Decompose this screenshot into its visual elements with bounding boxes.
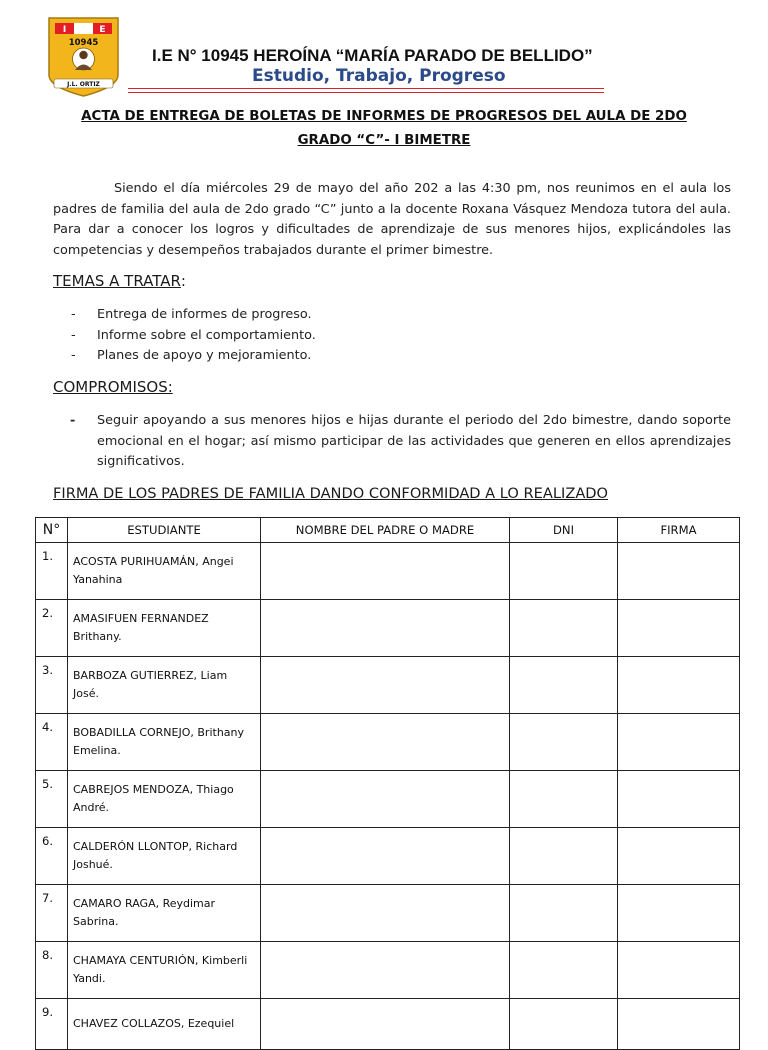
row-number: 8.	[36, 942, 68, 999]
column-header-signature: FIRMA	[618, 518, 740, 543]
row-number: 3.	[36, 657, 68, 714]
signature-cell[interactable]	[618, 999, 740, 1050]
dni-cell[interactable]	[510, 657, 618, 714]
table-row	[36, 885, 740, 942]
row-number: 2.	[36, 600, 68, 657]
student-name: CHAMAYA CENTURIÓN, Kimberli Yandi.	[68, 942, 261, 999]
topic-text: Informe sobre el comportamiento.	[97, 327, 316, 343]
dash-bullet: -	[71, 327, 76, 343]
parent-name-cell[interactable]	[261, 828, 510, 885]
table-row	[36, 999, 740, 1050]
parent-name-cell[interactable]	[261, 999, 510, 1050]
student-name: BARBOZA GUTIERREZ, Liam José.	[68, 657, 261, 714]
topics-heading-colon: :	[180, 272, 186, 290]
signature-cell[interactable]	[618, 885, 740, 942]
parent-name-cell[interactable]	[261, 657, 510, 714]
dni-cell[interactable]	[510, 714, 618, 771]
header-rule-bottom	[128, 92, 604, 93]
school-logo	[46, 15, 121, 99]
signature-heading: FIRMA DE LOS PADRES DE FAMILIA DANDO CONFORMIDAD A LO REALIZADO	[53, 485, 609, 502]
row-number: 6.	[36, 828, 68, 885]
commitments-heading: COMPROMISOS:	[53, 378, 173, 396]
dni-cell[interactable]	[510, 885, 618, 942]
parent-name-cell[interactable]	[261, 771, 510, 828]
list-item	[68, 305, 316, 326]
student-name: BOBADILLA CORNEJO, Brithany Emelina.	[68, 714, 261, 771]
document-title	[40, 105, 728, 153]
table-row	[36, 714, 740, 771]
row-number: 7.	[36, 885, 68, 942]
signature-cell[interactable]	[618, 600, 740, 657]
school-name: I.E N° 10945 HEROÍNA “MARÍA PARADO DE BELLIDO”	[152, 46, 593, 65]
student-name: CABREJOS MENDOZA, Thiago André.	[68, 771, 261, 828]
parent-name-cell[interactable]	[261, 600, 510, 657]
topic-text: Entrega de informes de progreso.	[97, 307, 312, 322]
dni-cell[interactable]	[510, 543, 618, 600]
title-line-2: GRADO “C”- I BIMETRE	[297, 133, 471, 148]
intro-paragraph: Siendo el día miércoles 29 de mayo del año 202 a las 4:30 pm, nos reunimos en el aula los padres de familia del aula de 2do grado “C” junto a la docente Roxana Vásquez Mendoza tutora del aula. Para dar a conocer los logros y dificultades de aprendizaje de sus menores hijos, explicándoles las competencias y desempeños trabajados durante el primer bimestre.	[53, 181, 731, 258]
list-item	[68, 326, 316, 347]
column-header-parent-name: NOMBRE DEL PADRE O MADRE	[261, 518, 510, 543]
student-name: CALDERÓN LLONTOP, Richard Joshué.	[68, 828, 261, 885]
logo-number: 10945	[68, 38, 99, 48]
row-number: 9.	[36, 999, 68, 1050]
parent-name-cell[interactable]	[261, 942, 510, 999]
dni-cell[interactable]	[510, 828, 618, 885]
table-header-row	[36, 518, 740, 543]
signature-cell[interactable]	[618, 657, 740, 714]
topics-list	[68, 305, 316, 367]
topics-heading	[53, 272, 186, 290]
commitment-text: Seguir apoyando a sus menores hijos e hijas durante el periodo del 2do bimestre, dando soporte emocional en el hogar; así mismo participar de las actividades que generen en ellos aprendizajes significativos.	[97, 413, 731, 470]
table-row	[36, 600, 740, 657]
student-name: ACOSTA PURIHUAMÁN, Angei Yanahina	[68, 543, 261, 600]
dni-cell[interactable]	[510, 600, 618, 657]
row-number: 5.	[36, 771, 68, 828]
title-line-1: ACTA DE ENTREGA DE BOLETAS DE INFORMES DE PROGRESOS DEL AULA DE 2DO	[81, 109, 687, 124]
column-header-student: ESTUDIANTE	[68, 518, 261, 543]
signature-cell[interactable]	[618, 543, 740, 600]
parent-name-cell[interactable]	[261, 714, 510, 771]
dni-cell[interactable]	[510, 771, 618, 828]
table-row	[36, 942, 740, 999]
header-rule-top	[128, 88, 604, 89]
column-header-number: N°	[36, 518, 68, 543]
signature-cell[interactable]	[618, 714, 740, 771]
dni-cell[interactable]	[510, 942, 618, 999]
list-item	[68, 346, 316, 367]
signature-cell[interactable]	[618, 942, 740, 999]
school-motto: Estudio, Trabajo, Progreso	[252, 66, 506, 86]
table-row	[36, 543, 740, 600]
table-row	[36, 771, 740, 828]
student-name: CHAVEZ COLLAZOS, Ezequiel	[68, 999, 261, 1050]
row-number: 1.	[36, 543, 68, 600]
signature-cell[interactable]	[618, 771, 740, 828]
dash-bullet: -	[71, 348, 76, 363]
signature-cell[interactable]	[618, 828, 740, 885]
row-number: 4.	[36, 714, 68, 771]
dash-bullet: -	[70, 413, 76, 428]
commitment-item	[68, 411, 731, 473]
parent-name-cell[interactable]	[261, 543, 510, 600]
table-row	[36, 657, 740, 714]
dni-cell[interactable]	[510, 999, 618, 1050]
logo-right-letter: E	[99, 25, 106, 35]
signature-table	[35, 517, 740, 1050]
table-row	[36, 828, 740, 885]
logo-left-letter: I	[62, 25, 67, 35]
student-name: AMASIFUEN FERNANDEZ Brithany.	[68, 600, 261, 657]
column-header-dni: DNI	[510, 518, 618, 543]
dash-bullet: -	[71, 307, 76, 322]
student-name: CAMARO RAGA, Reydimar Sabrina.	[68, 885, 261, 942]
parent-name-cell[interactable]	[261, 885, 510, 942]
topic-text: Planes de apoyo y mejoramiento.	[97, 348, 312, 363]
logo-ribbon-text: J.L. ORTIZ	[67, 81, 100, 88]
topics-heading-text: TEMAS A TRATAR	[53, 272, 181, 290]
